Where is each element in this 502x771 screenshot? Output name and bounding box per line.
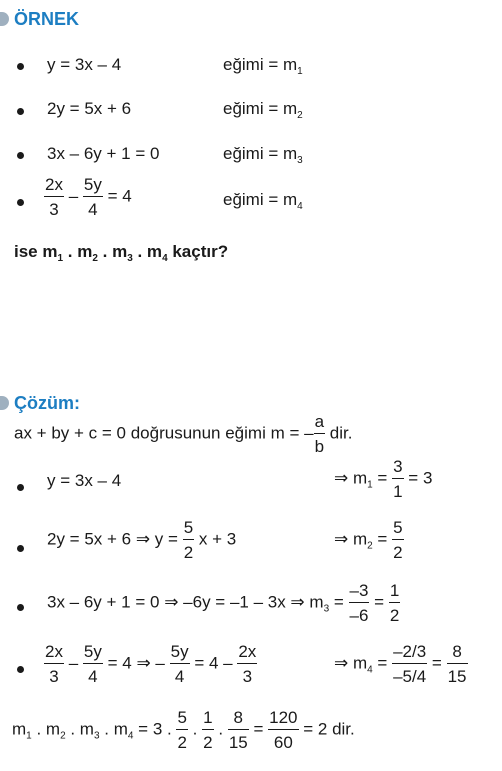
bullet-icon — [17, 545, 24, 552]
solution-line1-right: ⇒ $m_1$ = $\frac{3}{1}$ = 3 — [334, 457, 433, 501]
bullet-icon — [17, 666, 24, 673]
example-expr-1: y = 3x – 4 — [47, 55, 122, 74]
example-slope-4: eğimi = $m_4$ — [223, 190, 303, 212]
bullet-icon — [17, 152, 24, 159]
bullet-icon — [17, 604, 24, 611]
example-heading: ÖRNEK — [14, 9, 80, 29]
example-slope-3: eğimi = $m_3$ — [223, 144, 303, 166]
solution-final: $m_1$ . $m_2$ . $m_3$ . $m_4 = 3$ . $\frac{5}{2}$ . $\frac{1}{2}$ . $\frac{8}{15}$ = $\frac{120}{60}$ = 2 dir. — [12, 708, 355, 752]
example-expr-3: 3x – 6y + 1 = 0 — [47, 144, 160, 163]
bullet-icon — [17, 199, 24, 206]
example-slope-1: eğimi = $m_1$ — [223, 55, 303, 77]
solution-heading: Çözüm: — [14, 393, 80, 413]
solution-line4-left: $\frac{2x}{3}$ – $\frac{5y}{4}$ = 4 ⇒ – $\frac{5y}{4}$ = 4 – $\frac{2x}{3}$ — [45, 642, 257, 686]
solution-line4-right: ⇒ $m_4$ = $\frac{-2/3}{-5/4}$ = $\frac{8}{15}$ — [334, 642, 467, 686]
solution-line3: 3x – 6y + 1 = 0 ⇒ –6y = –1 – 3x ⇒ $m_3$ = $\frac{-3}{-6}$ = $\frac{1}{2}$ — [47, 581, 400, 625]
bullet-icon — [17, 63, 24, 70]
solution-line2-left: 2y = 5x + 6 ⇒ y = $\frac{5}{2}$ x + 3 — [47, 518, 237, 562]
example-expr-2: 2y = 5x + 6 — [47, 99, 132, 118]
solution-line1-left: y = 3x – 4 — [47, 471, 122, 490]
solution-badge-icon — [0, 396, 9, 410]
bullet-icon — [17, 108, 24, 115]
example-question: ise $m_1$ . $m_2$ . $m_3$ . $m_4$ kaçtır? — [14, 242, 229, 264]
solution-intro: ax + by + c = 0 doğrusunun eğimi m = – $\frac{a}{b}$ dir. — [14, 412, 353, 456]
example-expr-4: $\frac{2x}{3}$ – $\frac{5y}{4}$ = 4 — [45, 175, 132, 219]
example-slope-2: eğimi = $m_2$ — [223, 99, 303, 121]
example-badge-icon — [0, 12, 9, 26]
bullet-icon — [17, 484, 24, 491]
solution-line2-right: ⇒ $m_2$ = $\frac{5}{2}$ — [334, 518, 403, 562]
